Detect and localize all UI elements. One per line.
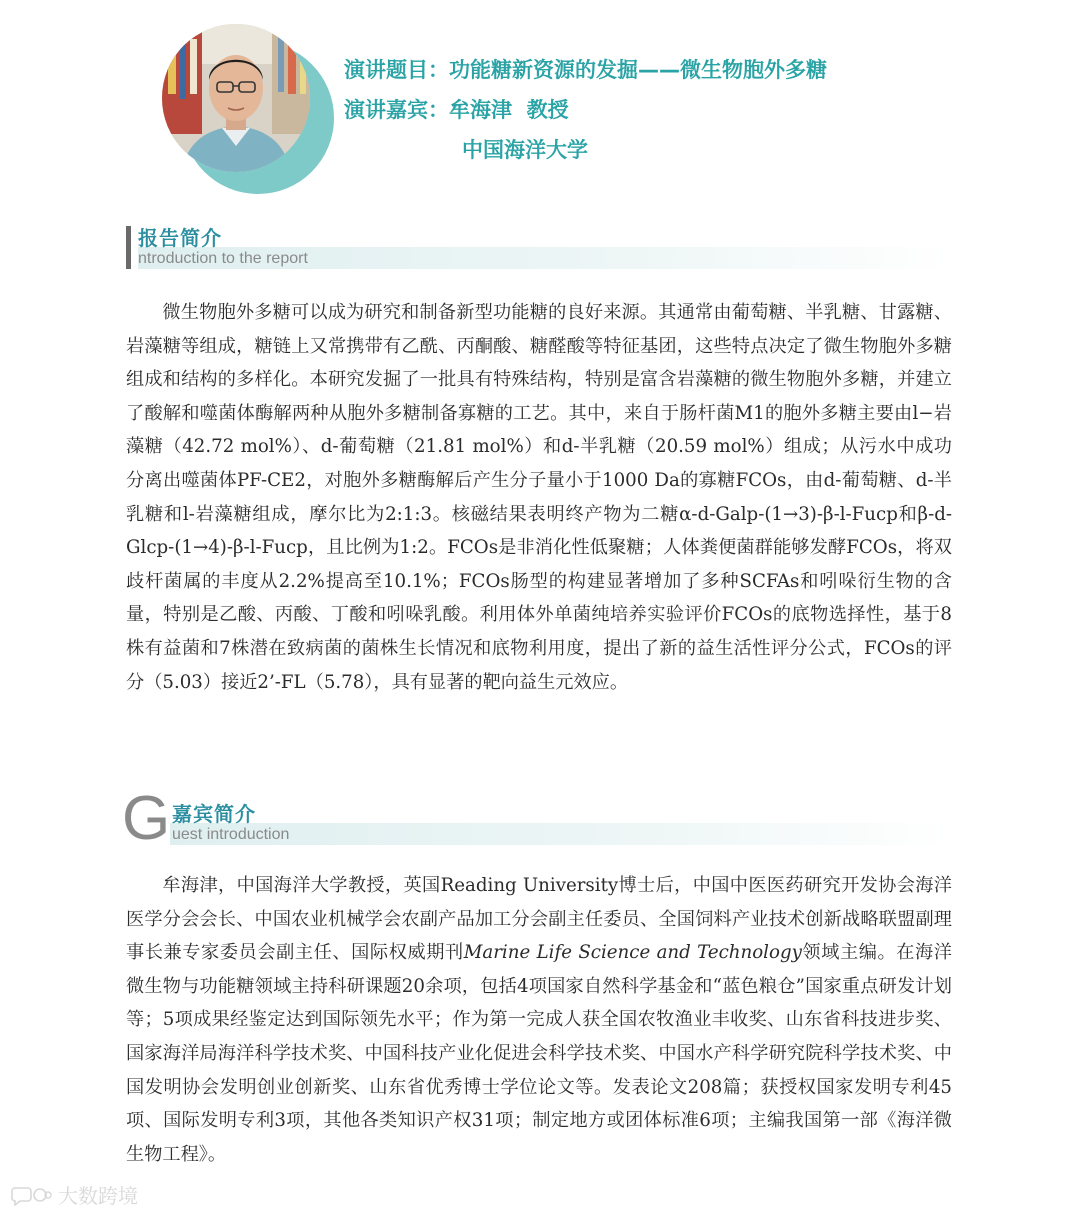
journal-name: Marine Life Science and Technology (463, 942, 802, 964)
talk-affiliation: 中国海洋大学 (462, 138, 588, 162)
talk-speaker: 牟海津 教授 (449, 98, 569, 122)
report-paragraph: 微生物胞外多糖可以成为研究和制备新型功能糖的良好来源。其通常由葡萄糖、半乳糖、甘露糖、岩藻糖等组成，糖链上又常携带有乙酰、丙酮酸、糖醛酸等特征基团，这些特点决定了微生物胞外多糖组成和结构的多样化。本研究发掘了一批具有特殊结构，特别是富含岩藻糖的微生物胞外多糖，并建立了酸解和噬菌体酶解两种从胞外多糖制备寡糖的工艺。其中，来自于肠杆菌M1的胞外多糖主要由l−岩藻糖（42.72 mol%）、d-葡萄糖（21.81 mol%）和d-半乳糖（20.59 mol%）组成；从污水中成功分离出噬菌体PF-CE2，对胞外多糖酶解后产生分子量小于1000 Da的寡糖FCOs，由d-葡萄糖、d-半乳糖和l-岩藻糖组成，摩尔比为2:1:3。核磁结果表明终产物为二糖α-d-Galp-(1→3)-β-l-Fucp和β-d-Glcp-(1→4)-β-l-Fucp，且比例为1:2。FCOs是非消化性低聚糖；人体粪便菌群能够发酵FCOs，将双歧杆菌属的丰度从2.2%提高至10.1%；FCOs肠型的构建显著增加了多种SCFAs和吲哚衍生物的含量，特别是乙酸、丙酸、丁酸和吲哚乳酸。利用体外单菌纯培养实验评价FCOs的底物选择性，基于8株有益菌和7株潜在致病菌的菌株生长情况和底物利用度，提出了新的益生活性评分公式，FCOs的评分（5.03）接近2’-FL（5.78），具有显著的靶向益生元效应。 (126, 302, 952, 693)
report-body (126, 296, 952, 699)
report-section-title: 报告简介 (138, 226, 222, 250)
guest-body (126, 869, 952, 1171)
watermark-text: 大数跨境 (58, 1184, 138, 1208)
guest-text-part1: 牟海津，中国海洋大学教授，英国Reading University博士后，中国中医医药研究开发协会海洋医学分会会长、中国农业机械学会农副产品加工分会副主任委员、全国饲料产业技术创新战略联盟副理事长兼专家委员会副主任、国际权威期刊 (126, 875, 952, 964)
guest-section-header (122, 784, 952, 853)
talk-info (344, 50, 827, 170)
report-section-subtitle: ntroduction to the report (138, 250, 308, 267)
guest-paragraph (126, 869, 952, 1171)
guest-text-part2: 领域主编。在海洋微生物与功能糖领域主持科研课题20余项，包括4项国家自然科学基金和“蓝色粮仓”国家重点研发计划等；5项成果经鉴定达到国际领先水平；作为第一完成人获全国农牧渔业丰收奖、山东省科技进步奖、国家海洋局海洋科学技术奖、中国科技产业化促进会科学技术奖、中国水产科学研究院科学技术奖、中国发明协会发明创业创新奖、山东省优秀博士学位论文等。发表论文208篇；获授权国家发明专利45项、国际发明专利3项，其他各类知识产权31项；制定地方或团体标准6项；主编我国第一部《海洋微生物工程》。 (126, 942, 952, 1165)
talk-speaker-label: 演讲嘉宾： (344, 98, 449, 122)
guest-section-subtitle: uest introduction (172, 826, 290, 843)
talk-title-label: 演讲题目： (344, 58, 449, 82)
talk-title-row (344, 50, 827, 90)
talk-affiliation-row (344, 130, 827, 170)
talk-title: 功能糖新资源的发掘——微生物胞外多糖 (449, 58, 827, 82)
speech-bubble-logo-icon (10, 1184, 52, 1206)
report-section-header (126, 222, 952, 272)
guest-section-big-letter: G (122, 784, 171, 853)
report-section-bar (126, 226, 131, 269)
watermark (10, 1180, 138, 1209)
speaker-portrait-image (162, 24, 310, 172)
talk-speaker-row (344, 90, 827, 130)
speaker-photo (162, 24, 310, 172)
guest-section-title: 嘉宾简介 (172, 802, 256, 826)
speaker-photo-frame (160, 22, 335, 192)
